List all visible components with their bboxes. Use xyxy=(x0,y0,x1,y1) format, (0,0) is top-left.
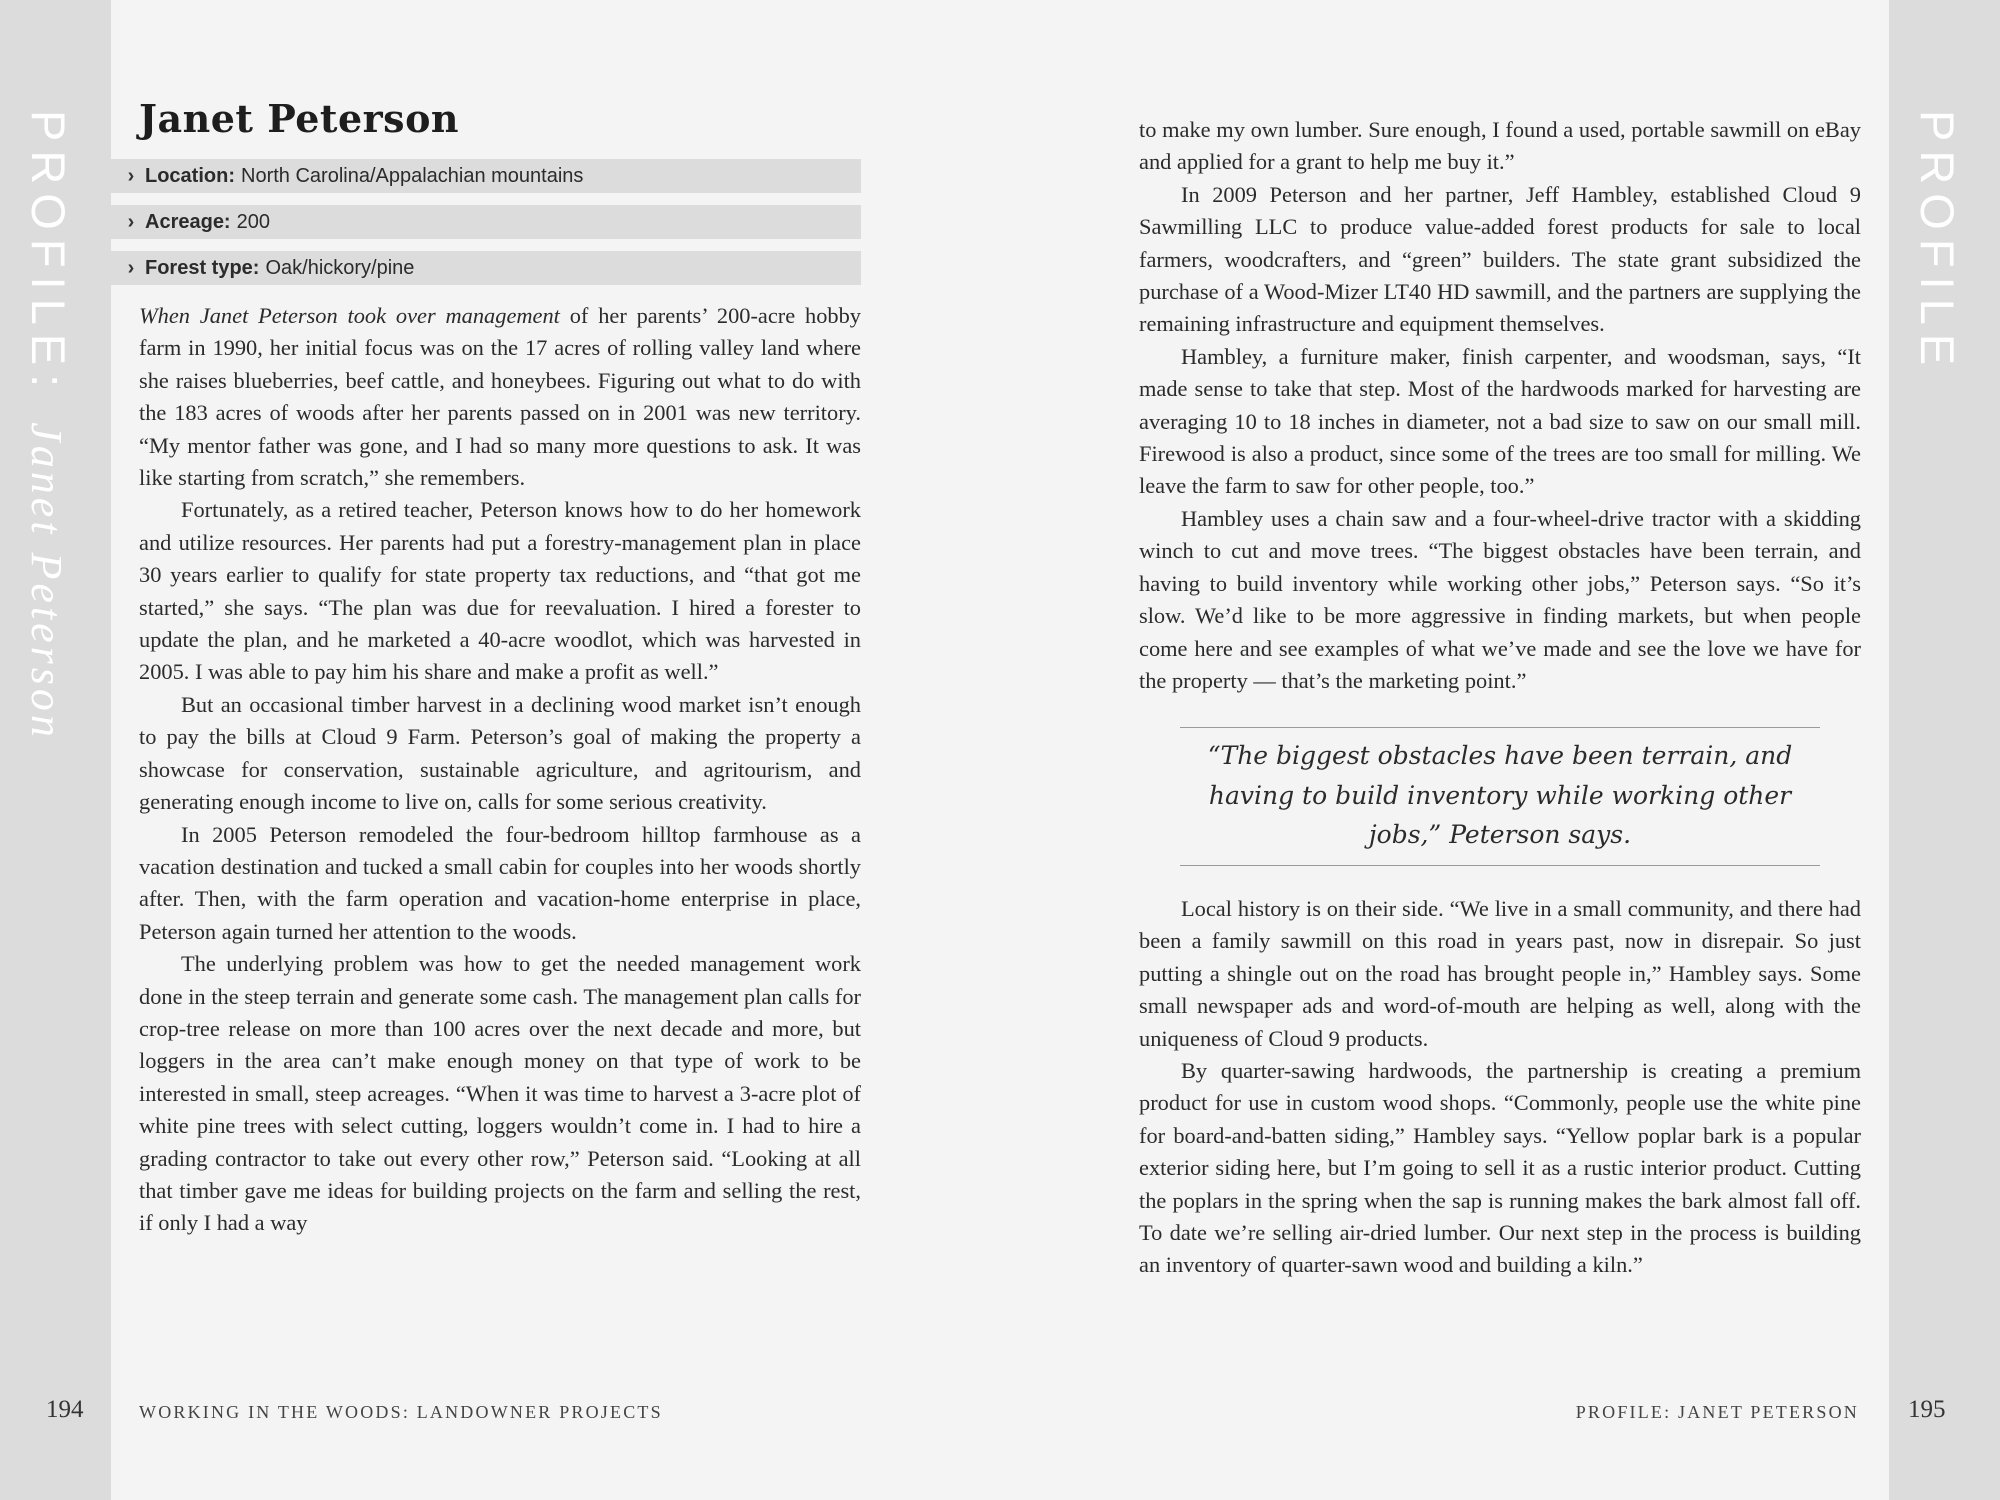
right-side-label xyxy=(1889,110,2000,810)
paragraph: In 2009 Peterson and her partner, Jeff Hambley, established Cloud 9 Sawmilling LLC to produce value-added forest products for sale to local farmers, woodcrafters, and “green” builders. The state grant subsidized the purchase of a Wood-Mizer LT40 HD sawmill, and the partners are supplying the remaining infrastructure and equipment themselves. xyxy=(1139,181,1861,337)
paragraph xyxy=(139,300,861,494)
side-label-name: Janet Peterson xyxy=(22,422,71,741)
fact-forest-type xyxy=(111,251,861,285)
right-text-column xyxy=(1139,114,1861,697)
right-page-number: 195 xyxy=(1908,1396,1946,1423)
paragraph: Hambley uses a chain saw and a four-wheel-drive tractor with a skidding winch to cut and move trees. “The biggest obstacles have been terrain, and having to build inventory while working other jobs,” Peterson says. “So it’s slow. We’d like to be more aggressive in finding markets, but when people come here and see examples of what we’ve made and see the love we have for the property — that’s the marketing point.” xyxy=(1139,505,1861,693)
side-label-right: PROFILE xyxy=(1911,110,1964,375)
chevron-right-icon: › xyxy=(127,164,135,187)
chevron-right-icon: › xyxy=(127,256,135,279)
paragraph: The underlying problem was how to get the needed management work done in the steep terrain and generate some cash. The management plan calls for crop-tree release on more than 100 acres over the next decade and more, but loggers in the area can’t make enough money on that type of work to be interested in small, steep acreages. “When it was time to harvest a 3-acre plot of white pine trees with select cutting, loggers wouldn’t come in. I had to hire a grading contractor to take out every other row,” Peterson said. “Looking at all that timber gave me ideas for building projects on the farm and selling the rest, if only I had a way xyxy=(139,951,861,1236)
paragraph: Fortunately, as a retired teacher, Peterson knows how to do her homework and utilize resources. Her parents had put a forestry-management plan in place 30 years earlier to qualify for state property tax reductions, and “that got me started,” she says. “The plan was due for reevaluation. I hired a forester to update the plan, and he marketed a 40-acre woodlot, which was harvested in 2005. I was able to pay him his share and make a profit as well.” xyxy=(139,497,861,685)
paragraph: Hambley, a furniture maker, finish carpenter, and woodsman, says, “It made sense to take that step. Most of the hardwoods marked for harvesting are averaging 10 to 18 inches in diameter, not a bad size to saw on our small mill. Firewood is also a product, since some of the trees are too small for milling. We leave the farm to saw for other people, too.” xyxy=(1139,343,1861,499)
paragraph: to make my own lumber. Sure enough, I found a used, portable sawmill on eBay and applied for a grant to help me buy it.” xyxy=(1139,117,1861,175)
fact-key: Location: xyxy=(145,164,235,187)
fact-list xyxy=(111,159,861,297)
left-text-column xyxy=(139,300,861,1240)
fact-value: Oak/hickory/pine xyxy=(265,256,415,279)
chevron-right-icon: › xyxy=(127,210,135,233)
lead-italic: When Janet Peterson took over management xyxy=(139,303,560,328)
fact-acreage xyxy=(111,205,861,239)
fact-location xyxy=(111,159,861,193)
side-label-caps: PROFILE: xyxy=(22,110,75,397)
lead-text: of her parents’ 200-acre hobby farm in 1990, her initial focus was on the 17 acres of rolling valley land where she raises blueberries, beef cattle, and honeybees. Figuring out what to do with the 183 acres of woods after her parents passed on in 2001 was new territory. “My mentor father was gone, and I had so many more questions to ask. It was like starting from scratch,” she remembers. xyxy=(139,303,861,491)
pull-quote: “The biggest obstacles have been terrain, and having to build inventory while working other jobs,” Peterson says. xyxy=(1180,727,1820,866)
fact-key: Forest type: xyxy=(145,256,260,279)
fact-key: Acreage: xyxy=(145,210,231,233)
fact-value: North Carolina/Appalachian mountains xyxy=(241,164,584,187)
paragraph: But an occasional timber harvest in a declining wood market isn’t enough to pay the bills at Cloud 9 Farm. Peterson’s goal of making the property a showcase for conservation, sustainable agriculture, and agritourism, and generating enough income to live on, calls for some serious creativity. xyxy=(139,691,861,815)
paragraph: In 2005 Peterson remodeled the four-bedroom hilltop farmhouse as a vacation destination and tucked a small cabin for couples into her woods shortly after. Then, with the farm operation and vacation-home enterprise in place, Peterson again turned her attention to the woods. xyxy=(139,821,861,944)
left-running-head: WORKING IN THE WOODS: LANDOWNER PROJECTS xyxy=(139,1402,663,1422)
right-text-column-lower xyxy=(1139,893,1861,1282)
paragraph: Local history is on their side. “We live in a small community, and there had been a family sawmill on this road in years past, now in disrepair. So just putting a shingle out on the road has brought people in,” Hambley says. Some small newspaper ads and word-of-mouth are helping as well, along with the uniqueness of Cloud 9 products. xyxy=(1139,896,1861,1051)
page-title: Janet Peterson xyxy=(139,96,460,141)
fact-value: 200 xyxy=(236,210,270,233)
right-running-head: PROFILE: JANET PETERSON xyxy=(1575,1402,1859,1422)
left-side-label xyxy=(0,110,111,810)
paragraph: By quarter-sawing hardwoods, the partnership is creating a premium product for use in custom wood shops. “Commonly, people use the white pine for board-and-batten siding,” Hambley says. “Yellow poplar bark is a popular exterior siding here, but I’m going to sell it as a rustic interior product. Cutting the poplars in the spring when the sap is running makes the bark almost fall off. To date we’re selling air-dried lumber. Our next step in the process is building an inventory of quarter-sawn wood and building a kiln.” xyxy=(1139,1058,1861,1278)
left-page-number: 194 xyxy=(46,1396,84,1423)
